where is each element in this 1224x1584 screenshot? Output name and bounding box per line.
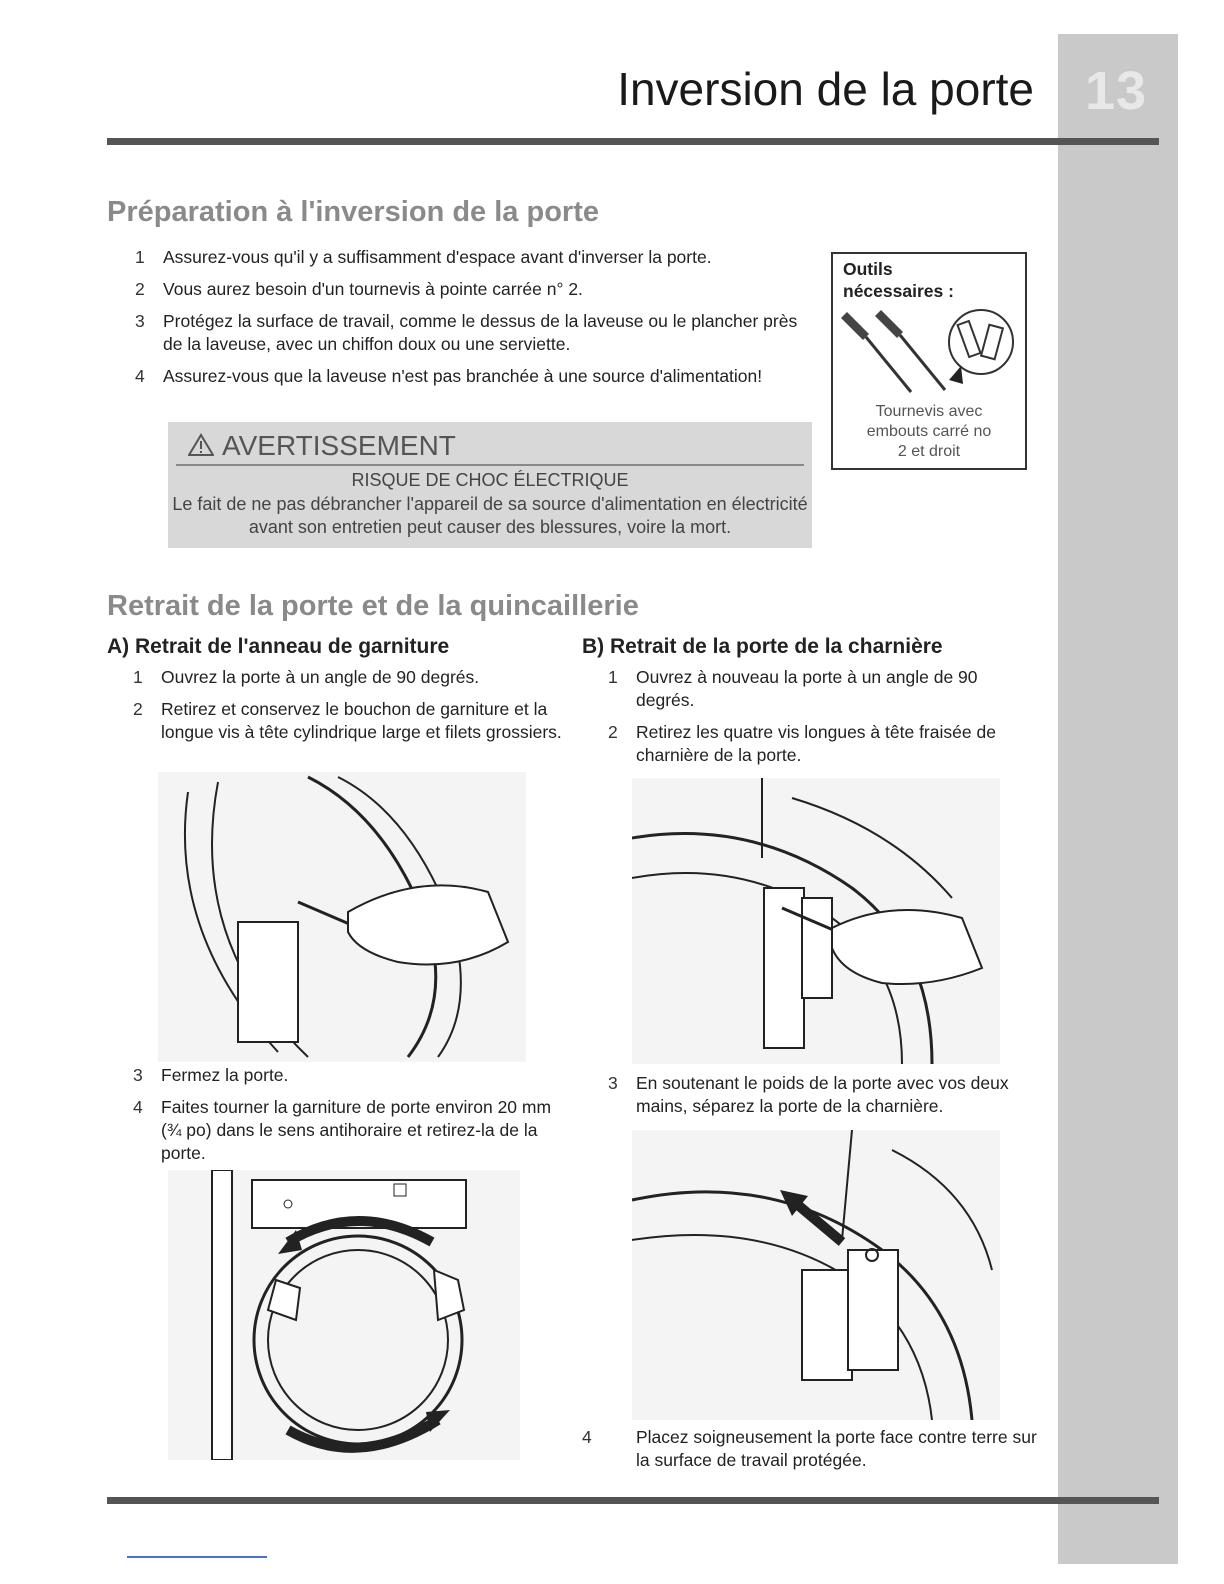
step-number: 4 [135, 366, 145, 386]
step-text: Placez soigneusement la porte face contre terre sur la surface de travail protégée. [636, 1427, 1037, 1470]
step-number: 2 [135, 279, 145, 299]
section-b-steps-bottom [582, 1426, 1038, 1481]
page-number: 13 [1085, 61, 1148, 121]
side-tab [1058, 34, 1178, 1564]
step-text: Ouvrez la porte à un angle de 90 degrés. [161, 667, 480, 687]
warning-body: Le fait de ne pas débrancher l'appareil de sa source d'alimentation en électricité avant son entretien peut causer des blessures, voire la mort. [172, 494, 808, 537]
warning-subtitle: RISQUE DE CHOC ÉLECTRIQUE [351, 470, 629, 490]
page-title: Inversion de la porte [617, 63, 1034, 115]
section-b-title: B) Retrait de la porte de la charnière [582, 635, 943, 658]
tools-title: Outils nécessaires : [843, 259, 954, 301]
step-number: 3 [135, 311, 145, 331]
list-item [135, 365, 815, 388]
step-text: Vous aurez besoin d'un tournevis à pointe carrée n° 2. [163, 279, 583, 299]
step-number: 1 [135, 247, 145, 267]
preparation-heading: Préparation à l'inversion de la porte [107, 196, 599, 228]
tools-caption: Tournevis avec embouts carré no 2 et droit [866, 403, 992, 460]
list-item [135, 278, 815, 301]
screwdriver-illustration [833, 304, 1029, 404]
list-item [608, 666, 1028, 712]
warning-triangle-icon [188, 433, 214, 457]
list-item [133, 698, 563, 744]
step-text: Faites tourner la garniture de porte environ 20 mm (¾ po) dans le sens antihoraire et retirez-la de la porte. [161, 1097, 552, 1163]
section-a-title: A) Retrait de l'anneau de garniture [107, 635, 450, 658]
list-item [582, 1426, 1038, 1472]
step-number: 2 [133, 699, 143, 719]
list-item [135, 310, 815, 356]
warning-title-text: AVERTISSEMENT [222, 430, 456, 461]
preparation-steps [135, 246, 815, 397]
magnified-tip [949, 310, 1013, 374]
warning-divider [176, 464, 804, 466]
section-a-steps-top [133, 666, 563, 753]
figure-door-separation [632, 1130, 1000, 1420]
step-text: Fermez la porte. [161, 1065, 289, 1085]
step-number: 1 [133, 667, 143, 687]
removal-heading: Retrait de la porte et de la quincaillerie [107, 590, 639, 622]
section-a-steps-bottom [133, 1064, 563, 1174]
footer-line [127, 1556, 267, 1558]
header-rule [107, 138, 1159, 145]
list-item [133, 1096, 563, 1165]
step-text: Retirez les quatre vis longues à tête fraisée de charnière de la porte. [636, 722, 996, 765]
section-b-steps-mid [608, 1072, 1038, 1127]
footer-rule [107, 1497, 1159, 1504]
list-item [133, 1064, 563, 1087]
step-text: Retirez et conservez le bouchon de garniture et la longue vis à tête cylindrique large et filets grossiers. [161, 699, 562, 742]
step-text: Assurez-vous qu'il y a suffisamment d'espace avant d'inverser la porte. [163, 247, 712, 267]
section-b-steps-top [608, 666, 1028, 776]
figure-trim-ring-removal [158, 772, 526, 1062]
warning-title [188, 430, 456, 462]
list-item [608, 1072, 1038, 1118]
step-number: 2 [608, 722, 618, 742]
warning-box [168, 422, 812, 548]
step-text: Protégez la surface de travail, comme le dessus de la laveuse ou le plancher près de la laveuse, avec un chiffon doux ou une serviette. [163, 311, 798, 354]
tools-box [831, 252, 1027, 470]
step-number: 4 [133, 1097, 143, 1117]
step-number: 4 [582, 1427, 592, 1447]
figure-trim-rotation [168, 1170, 520, 1460]
step-number: 1 [608, 667, 618, 687]
step-number: 3 [133, 1065, 143, 1085]
list-item [608, 721, 1028, 767]
figure-hinge-screws [632, 778, 1000, 1064]
screwdriver-icon [841, 312, 911, 392]
step-number: 3 [608, 1073, 618, 1093]
step-text: Ouvrez à nouveau la porte à un angle de 90 degrés. [636, 667, 978, 710]
list-item [135, 246, 815, 269]
step-text: En soutenant le poids de la porte avec vos deux mains, séparez la porte de la charnière. [636, 1073, 1009, 1116]
step-text: Assurez-vous que la laveuse n'est pas branchée à une source d'alimentation! [163, 366, 763, 386]
list-item [133, 666, 563, 689]
screwdriver-icon [875, 310, 945, 390]
